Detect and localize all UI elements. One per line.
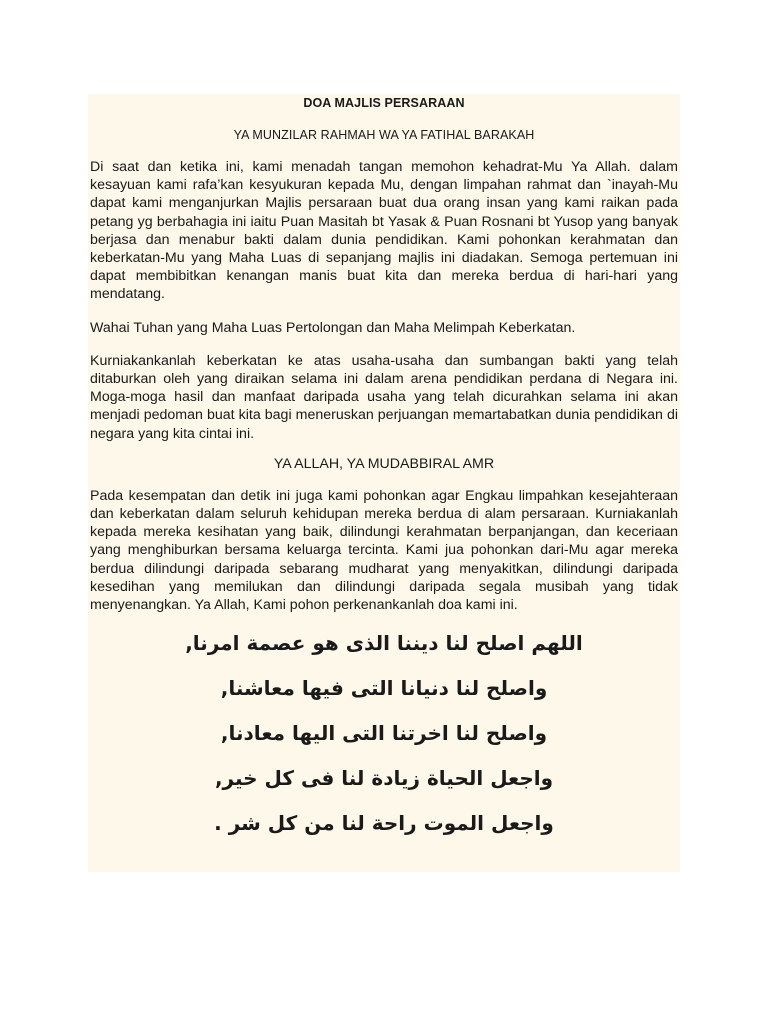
document-title: DOA MAJLIS PERSARAAN <box>303 96 465 110</box>
arabic-line: اللهم اصلح لنا ديننا الذى هو عصمة امرنا, <box>185 631 583 656</box>
document-subtitle: YA MUNZILAR RAHMAH WA YA FATIHAL BARAKAH <box>233 128 535 142</box>
arabic-line: واصلح لنا اخرتنا التى اليها معادنا, <box>220 721 548 746</box>
arabic-line: واجعل الموت راحة لنا من كل شر . <box>214 811 554 836</box>
section-heading: YA ALLAH, YA MUDABBIRAL AMR <box>273 455 495 472</box>
paragraph-opening: Di saat dan ketika ini, kami menadah tangan memohon kehadrat-Mu Ya Allah. dalam kesayuan kami rafa’kan kesyukuran kepada Mu, dengan limpahan rahmat dan `inayah-Mu dapat kami menganjurkan Majlis persaraan buat dua orang insan yang kami raikan pada petang yg berbahagia ini iaitu Puan Masitah bt Yasak & Puan Rosnani bt Yusop yang banyak berjasa dan menabur bakti dalam dunia pendidikan. Kami pohonkan kerahmatan dan keberkatan-Mu yang Maha Luas di sepanjang majlis ini diadakan. Semoga pertemuan ini dapat membibitkan kenangan manis buat kita dan mereka berdua di hari-hari yang mendatang. <box>90 159 678 303</box>
paragraph-invocation: Wahai Tuhan yang Maha Luas Pertolongan dan Maha Melimpah Keberkatan. <box>90 319 576 336</box>
paragraph-blessing: Kurniakankanlah keberkatan ke atas usaha-usaha dan sumbangan bakti yang telah ditaburkan oleh yang diraikan selama ini dalam arena pendidikan perdana di Negara ini. Moga-moga hasil dan manfaat daripada usaha yang telah dicurahkan selama ini akan menjadi pedoman buat kita bagi meneruskan perjuangan memartabatkan dunia pendidikan di negara yang kita cintai ini. <box>90 352 678 442</box>
document-page <box>88 94 680 872</box>
paragraph-retirement-prayer: Pada kesempatan dan detik ini juga kami pohonkan agar Engkau limpahkan kesejahteraan dan keberkatan dalam seluruh kehidupan mereka berdua di alam persaraan. Kurniakanlah kepada mereka kesihatan yang baik, dilindungi kerahmatan berpanjangan, dan keceriaan yang menghiburkan bersama keluarga tercinta. Kami jua pohonkan dari-Mu agar mereka berdua dilindungi daripada sebarang mudharat yang menyakitkan, dilindungi daripada kesedihan yang memilukan dan dilindungi daripada segala musibah yang tidak menyenangkan. Ya Allah, Kami pohon perkenankanlah doa kami ini. <box>90 487 678 614</box>
arabic-line: واصلح لنا دنيانا التى فيها معاشنا, <box>220 676 548 701</box>
arabic-line: واجعل الحياة زيادة لنا فى كل خير, <box>214 766 554 791</box>
